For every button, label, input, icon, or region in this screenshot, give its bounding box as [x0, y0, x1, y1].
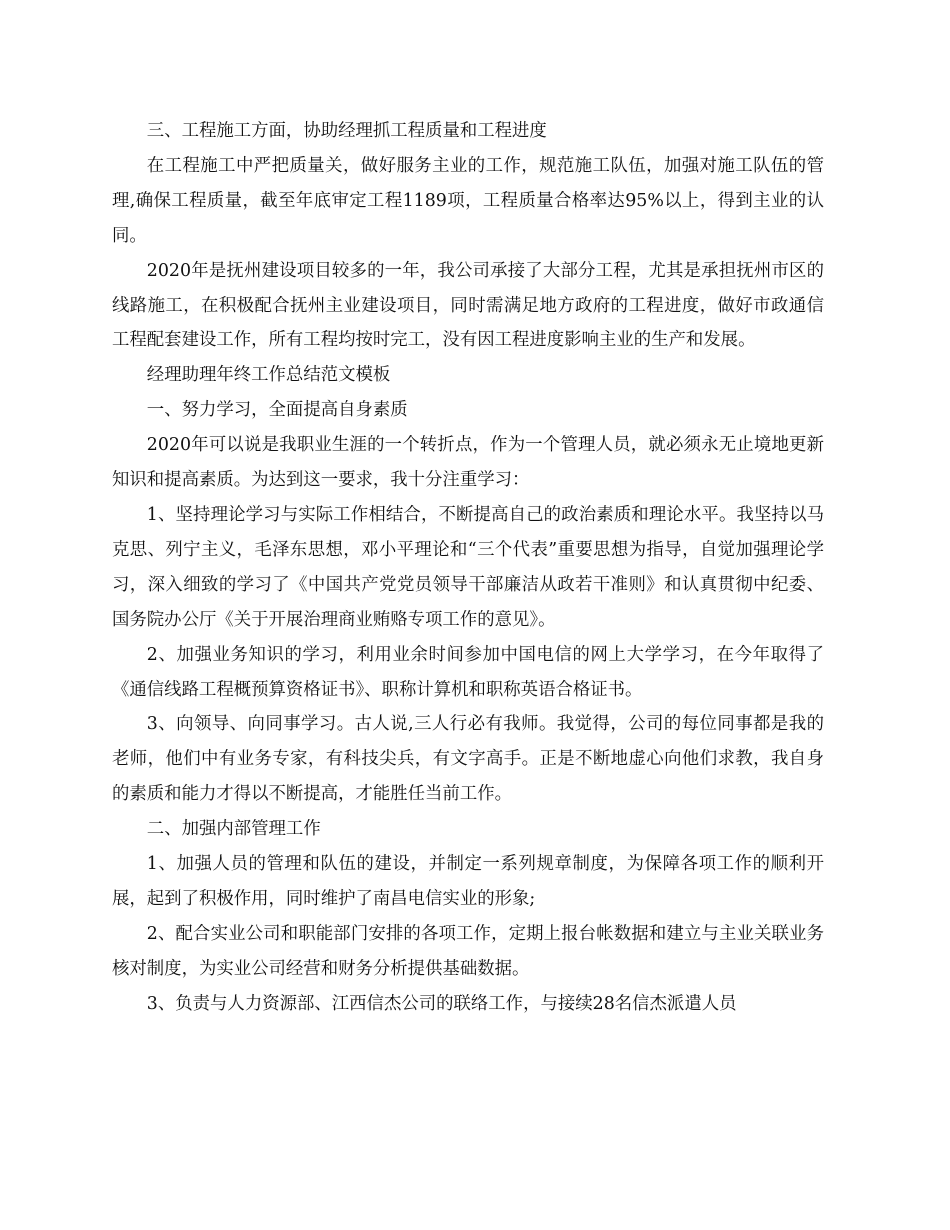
paragraph-career-turning-point: 2020年可以说是我职业生涯的一个转折点，作为一个管理人员，就必须永无止境地更新知识和提高素质。为达到这一要求，我十分注重学习： — [112, 435, 824, 491]
paragraph-fuzhou-projects: 2020年是抚州建设项目较多的一年，我公司承接了大部分工程，尤其是承担抚州市区的线路施工，在积极配合抚州主业建设项目，同时需满足地方政府的工程进度，做好市政通信工程配套建设工作，所有工程均按时完工，没有因工程进度影响主业的生产和发展。 — [112, 260, 824, 351]
list-item-business-study: 2、加强业务知识的学习，利用业余时间参加中国电信的网上大学学习，在今年取得了《通信线路工程概预算资格证书》、职称计算机和职称英语合格证书。 — [112, 644, 824, 700]
section-heading-study: 一、努力学习，全面提高自身素质 — [146, 400, 408, 421]
list-item-staff-management: 1、加强人员的管理和队伍的建设，并制定一系列规章制度，为保障各项工作的顺利开展，起到了积极作用，同时维护了南昌电信实业的形象; — [112, 854, 824, 909]
section-heading-internal-management: 二、加强内部管理工作 — [146, 819, 321, 840]
list-item-hr-liaison: 3、负责与人力资源部、江西信杰公司的联络工作，与接续28名信杰派遣人员 — [146, 993, 737, 1014]
document-body — [112, 114, 824, 1022]
list-item-learn-from-colleagues: 3、向领导、向同事学习。古人说,三人行必有我师。我觉得，公司的每位同事都是我的老师，他们中有业务专家，有科技尖兵，有文字高手。正是不断地虚心向他们求教，我自身的素质和能力才得以不断提高，才能胜任当前工作。 — [112, 714, 824, 805]
list-item-cooperation: 2、配合实业公司和职能部门安排的各项工作，定期上报台帐数据和建立与主业关联业务核对制度，为实业公司经营和财务分析提供基础数据。 — [112, 923, 824, 979]
list-item-theory-study: 1、坚持理论学习与实际工作相结合，不断提高自己的政治素质和理论水平。我坚持以马克思、列宁主义，毛泽东思想，邓小平理论和“三个代表”重要思想为指导，自觉加强理论学习，深入细致的学习了《中国共产党党员领导干部廉洁从政若干准则》和认真贯彻中纪委、国务院办公厅《关于开展治理商业贿赂专项工作的意见》。 — [112, 504, 824, 630]
section-heading-construction: 三、工程施工方面，协助经理抓工程质量和工程进度 — [146, 121, 547, 141]
paragraph-quality-control: 在工程施工中严把质量关，做好服务主业的工作，规范施工队伍，加强对施工队伍的管理,确保工程质量，截至年底审定工程1189项，工程质量合格率达95%以上，得到主业的认同。 — [112, 155, 824, 246]
document-title: 经理助理年终工作总结范文模板 — [146, 365, 391, 386]
